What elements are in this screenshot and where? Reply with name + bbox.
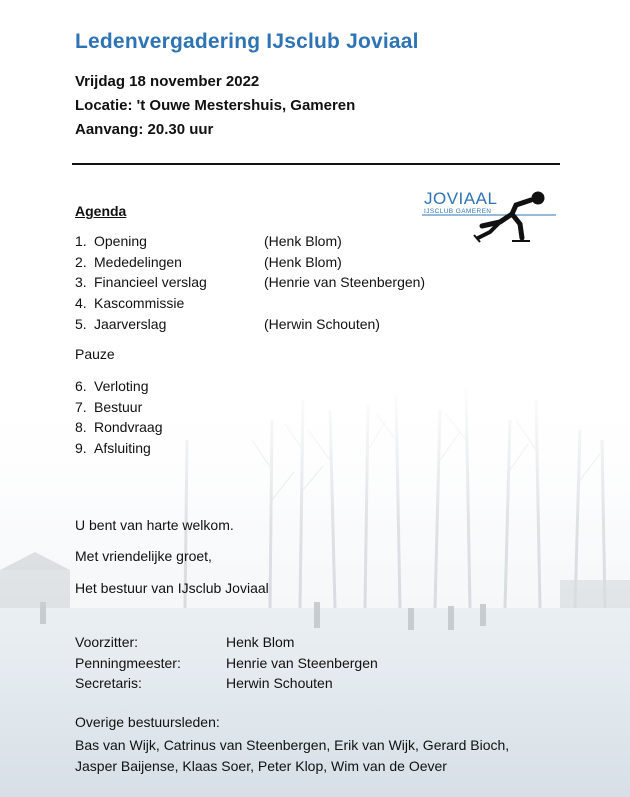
- agenda-item-speaker: (Henk Blom): [264, 233, 342, 249]
- club-logo: [420, 186, 560, 248]
- board-role: Secretaris:: [75, 675, 142, 692]
- agenda-item-title: Financieel verslag: [94, 274, 207, 291]
- other-board-members-list: Bas van Wijk, Catrinus van Steenbergen, Erik van Wijk, Gerard Bioch, Jasper Baijense, Klaas Soer, Peter Klop, Wim van de Oever: [75, 737, 510, 774]
- board-person: Henrie van Steenbergen: [226, 654, 378, 671]
- agenda-item-number: 8.: [75, 419, 87, 436]
- agenda-item-number: 7.: [75, 398, 87, 415]
- agenda-item-title: Kascommissie: [94, 295, 185, 312]
- board-role: Voorzitter:: [75, 634, 139, 650]
- meeting-info: [75, 70, 355, 142]
- agenda-pause: Pauze: [75, 346, 115, 362]
- logo-subtitle: IJSCLUB GAMEREN: [424, 208, 492, 215]
- agenda-item-title: Rondvraag: [94, 419, 163, 436]
- board-role: Penningmeester:: [75, 654, 181, 671]
- agenda-item-title: Verloting: [94, 378, 149, 394]
- signature-text: Het bestuur van IJsclub Joviaal: [75, 580, 269, 596]
- meeting-location: Locatie: 't Ouwe Mestershuis, Gameren: [75, 97, 356, 114]
- agenda-item-number: 6.: [75, 378, 87, 394]
- board-person: Henk Blom: [226, 634, 295, 650]
- agenda-item-number: 4.: [75, 295, 87, 312]
- logo-name: JOVIAAL: [424, 189, 498, 208]
- agenda-item-title: Bestuur: [94, 398, 143, 415]
- agenda-item-number: 2.: [75, 253, 87, 270]
- board-person: Herwin Schouten: [226, 675, 333, 692]
- agenda-item-speaker: (Henk Blom): [264, 253, 342, 270]
- agenda-item-number: 3.: [75, 274, 87, 291]
- other-board-members-heading: Overige bestuursleden:: [75, 714, 220, 730]
- agenda-item-number: 5.: [75, 315, 87, 332]
- greeting-text: Met vriendelijke groet,: [75, 548, 212, 564]
- agenda-item-title: Opening: [94, 233, 147, 249]
- agenda-item-number: 9.: [75, 440, 87, 457]
- meeting-start-time: Aanvang: 20.30 uur: [75, 121, 214, 138]
- agenda-item-title: Afsluiting: [94, 440, 151, 457]
- welcome-text: U bent van harte welkom.: [75, 517, 234, 533]
- meeting-date: Vrijdag 18 november 2022: [75, 73, 260, 90]
- agenda-item-title: Mededelingen: [94, 253, 182, 270]
- agenda-item-number: 1.: [75, 233, 87, 249]
- page-title: Ledenvergadering IJsclub Joviaal: [75, 30, 419, 53]
- agenda-item-speaker: (Henrie van Steenbergen): [264, 274, 426, 291]
- header-divider: [72, 163, 560, 165]
- agenda-heading: Agenda: [75, 203, 127, 219]
- agenda-item-title: Jaarverslag: [94, 315, 167, 332]
- agenda-item-speaker: (Herwin Schouten): [264, 315, 380, 332]
